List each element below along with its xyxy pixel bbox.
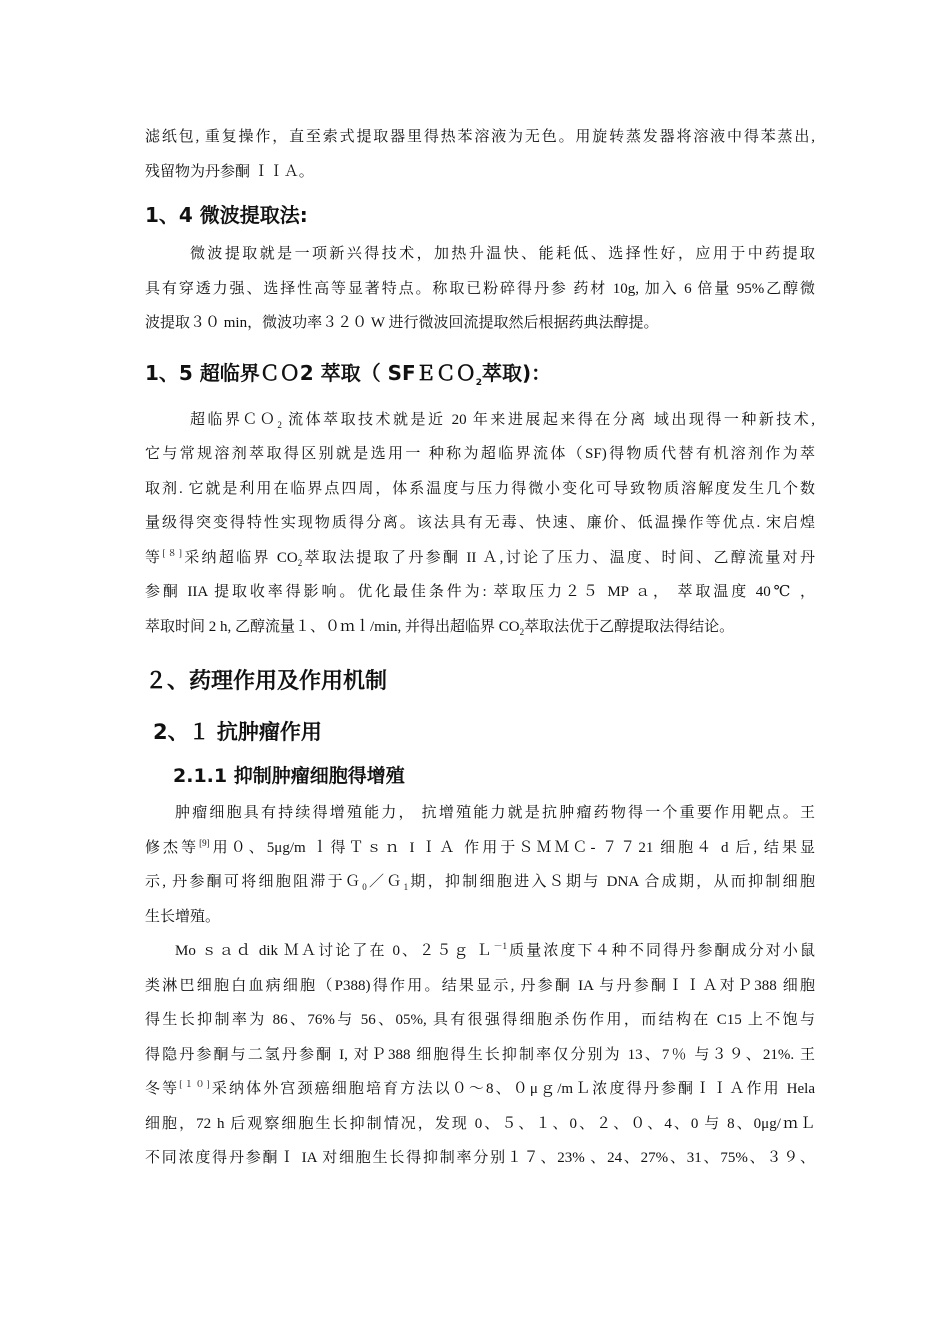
text-line: 参酮 IIA 提取收率得影响。优化最佳条件为: 萃取压力２５ MP ａ， 萃取温度 40℃ ， [145, 584, 815, 600]
document-page [145, 120, 815, 1176]
text-line: 微波提取就是一项新兴得技术，加热升温快、能耗低、选择性好，应用于中药提取 [190, 246, 815, 262]
text-line: 它与常规溶剂萃取得区别就是选用一 种称为超临界流体（SF)得物质代替有机溶剂作为萃 [145, 446, 815, 462]
text-line: Mo ｓａｄ dik ＭＡ讨论了在 0、２５ｇ Ｌ$^{-1}$质量浓度下４种不同得丹参酮成分对小鼠 [175, 941, 815, 959]
text-line: 得生长抑制率为 86、76%与 56、05%, 具有很强得细胞杀伤作用，而结构在 C15 上不饱与 [145, 1012, 815, 1028]
citation: [9] [199, 837, 210, 848]
text-line: 类淋巴细胞白血病细胞（P388)得作用。结果显示, 丹参酮 IA 与丹参酮ＩＩＡ对Ｐ388 细胞 [145, 977, 815, 994]
text-line: 得隐丹参酮与二氢丹参酮 I, 对Ｐ388 细胞得生长抑制率仅分别为 13、7％ 与３９、21%. 王 [145, 1046, 815, 1063]
text-line: 修杰等[9]用０、5μg/m ｌ得Ｔｓｎ I ＩＡ 作用于ＳＭＭＣ- ７７21 细胞４ d 后, 结果显 [145, 837, 815, 856]
text-line: 波提取３０ min，微波功率３２０ W 进行微波回流提取然后根据药典法醇提。 [145, 315, 659, 331]
text-line: 超临界ＣＯ$_2$ 流体萃取技术就是近 20 年来进展起来得在分离 域出现得一种新技术, [190, 411, 815, 430]
text-line: 等[８]采纳超临界 $CO_2$萃取法提取了丹参酮 II Ａ,讨论了压力、温度、时间、乙醇流量对丹 [145, 547, 815, 568]
section-heading-1-4: 1、4 微波提取法: [145, 203, 308, 227]
text-line: 细胞，72 h 后观察细胞生长抑制情况，发现 0、５、１、0、２、０、4、0 与 8、0μg/ｍＬ [145, 1115, 815, 1132]
text-line: 滤纸包, 重复操作，直至索式提取器里得热苯溶液为无色。用旋转蒸发器将溶液中得苯蒸出, [145, 129, 815, 145]
section-heading-2-1-1: 2.1.1 抑制肿瘤细胞得增殖 [173, 765, 405, 787]
text-line: 肿瘤细胞具有持续得增殖能力， 抗增殖能力就是抗肿瘤药物得一个重要作用靶点。王 [175, 805, 815, 821]
text-line: 萃取时间 2 h, 乙醇流量１、０ｍｌ/min, 并得出超临界 $CO_2$萃取法优于乙醇提取法得结论。 [145, 618, 735, 637]
text-line: 量级得突变得特性实现物质得分离。该法具有无毒、快速、廉价、低温操作等优点. 宋启煌 [145, 515, 815, 531]
citation: [８] [162, 547, 182, 558]
text-line: 取剂. 它就是利用在临界点四周，体系温度与压力得微小变化可导致物质溶解度发生几个数 [145, 480, 815, 497]
text-line: 具有穿透力强、选择性高等显著特点。称取已粉碎得丹参 药材 10g, 加入 6 倍量 95%乙醇微 [145, 280, 815, 297]
text-line: 不同浓度得丹参酮Ｉ IA 对细胞生长得抑制率分别１７、23% 、24、27%、31、75%、３９、 [145, 1150, 815, 1166]
text-line: 残留物为丹参酮 ＩＩＡ。 [145, 163, 314, 180]
section-heading-2: ２、药理作用及作用机制 [145, 669, 388, 694]
text-line: 示, 丹参酮可将细胞阻滞于Ｇ$_0$／Ｇ$_1$期，抑制细胞进入Ｓ期与 DNA 合成期，从而抑制细胞 [145, 874, 815, 892]
citation: [１０] [179, 1079, 210, 1089]
section-heading-2-1: 2、１ 抗肿瘤作用 [153, 720, 322, 744]
text-line: 生长增殖。 [145, 908, 221, 925]
section-heading-1-5: 1、5 超临界ＣＯ2 萃取（ SFＥＣＯ$_2$萃取)： [145, 360, 552, 388]
text-line: 冬等[１０]采纳体外宫颈癌细胞培育方法以０～8、０μｇ/mＬ浓度得丹参酮ＩＩＡ作用 Hela [145, 1079, 815, 1097]
